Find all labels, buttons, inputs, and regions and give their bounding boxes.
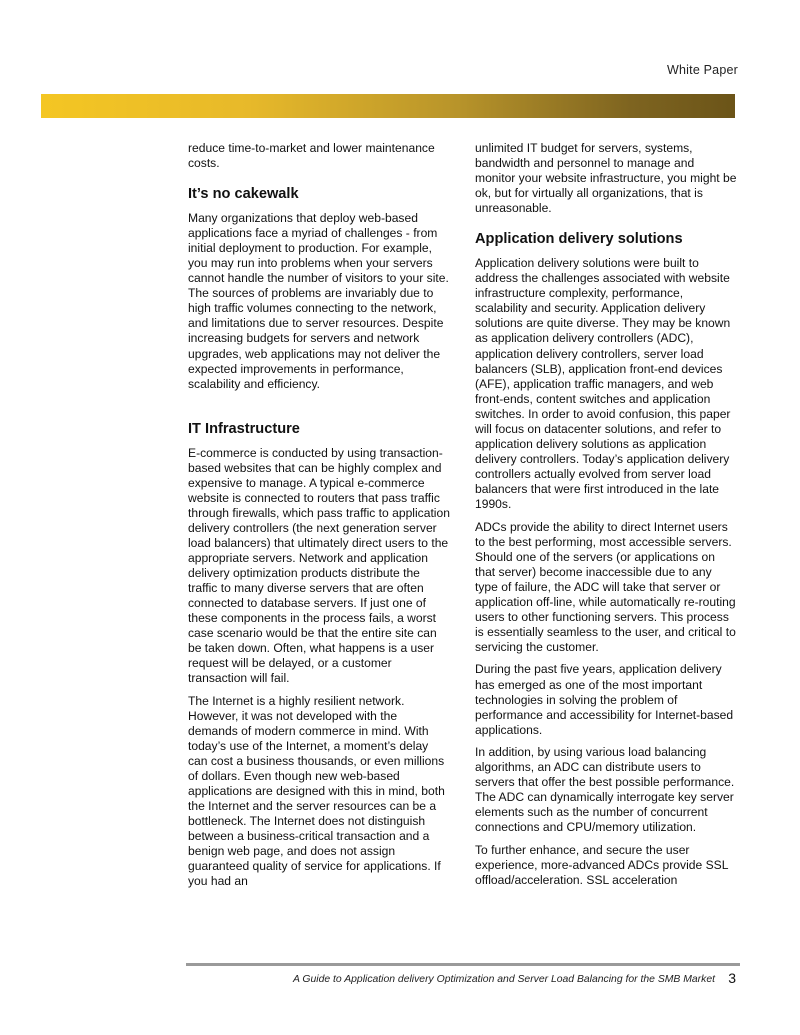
header-gradient-bar [41, 94, 735, 118]
paragraph: During the past five years, application delivery has emerged as one of the most important technologies in solving the problem of performance and accessibility for Internet-based applications. [475, 662, 734, 737]
paragraph: Many organizations that deploy web-based applications face a myriad of challenges - from initial deployment to production. For example, you may run into problems when your servers cannot handle the number of visitors to your site. The sources of problems are invariably due to high traffic volumes connecting to the network, and limitations due to server resources. Despite increasing budgets for servers and network upgrades, web applications may not deliver the expected improvements in performance, scalability and efficiency. [188, 211, 449, 391]
footer-rule [186, 963, 740, 966]
right-column [475, 141, 737, 896]
paragraph: The Internet is a highly resilient network. However, it was not developed with the demands of modern commerce in mind. With today’s use of the Internet, a moment’s delay can cost a business thousands, or even millions of dollars. Even though new web-based applications are designed with this in mind, both the Internet and the server resources can be a bottleneck. The Internet does not distinguish between a business-critical transaction and a benign web page, and does not assign guaranteed quality of service for applications. If you had an [188, 693, 445, 889]
header-label: White Paper [667, 63, 738, 77]
section-heading: It’s no cakewalk [188, 186, 299, 203]
page-number: 3 [728, 970, 736, 986]
paragraph: E-commerce is conducted by using transaction-based websites that can be highly complex and expensive to manage. A typical e-commerce website is connected to routers that pass traffic through firewalls, which pass traffic to application delivery controllers (the next generation server load balancers) that ultimately direct users to the appropriate servers. Network and application delivery optimization products distribute the traffic to many diverse servers that are often connected to database servers. If just one of these components in the process fails, a worst case scenario would be that the entire site can be taken down. Often, what happens is a user request will be delayed, or a customer transaction will fail. [188, 445, 450, 686]
footer-title: A Guide to Application delivery Optimization and Server Load Balancing for the SMB Market [293, 974, 715, 985]
section-heading: Application delivery solutions [475, 231, 683, 248]
paragraph: reduce time-to-market and lower maintenance costs. [188, 141, 435, 171]
paragraph: ADCs provide the ability to direct Internet users to the best performing, most accessible servers. Should one of the servers (or applications on that server) become inaccessible due to any type of failure, the ADC will take that server or application off-line, while automatically re-routing users to other functioning servers. This process is essentially seamless to the user, and critical to servicing the customer. [475, 519, 736, 654]
paragraph: Application delivery solutions were built to address the challenges associated with website infrastructure complexity, performance, scalability and security. Application delivery solutions are quite diverse. They may be known as application delivery controllers (ADC), application delivery controllers, server load balancers (SLB), application front-end devices (AFE), application traffic managers, and web front-ends, content switches and application switches. In order to avoid confusion, this paper will focus on datacenter solutions, and refer to application delivery solutions as application delivery controllers. Today’s application delivery controllers actually evolved from server load balancers that were first introduced in the late 1990s. [475, 256, 731, 511]
paragraph: unlimited IT budget for servers, systems, bandwidth and personnel to manage and monitor your website infrastructure, you might be ok, but for virtually all organizations, that is unreasonable. [475, 141, 737, 216]
left-column [188, 141, 450, 897]
paragraph: In addition, by using various load balancing algorithms, an ADC can distribute users to servers that offer the best possible performance. The ADC can dynamically interrogate key server elements such as the number of concurrent connections and CPU/memory utilization. [475, 745, 735, 835]
paragraph: To further enhance, and secure the user experience, more-advanced ADCs provide SSL offload/acceleration. SSL acceleration [475, 842, 728, 888]
section-heading: IT Infrastructure [188, 420, 300, 437]
